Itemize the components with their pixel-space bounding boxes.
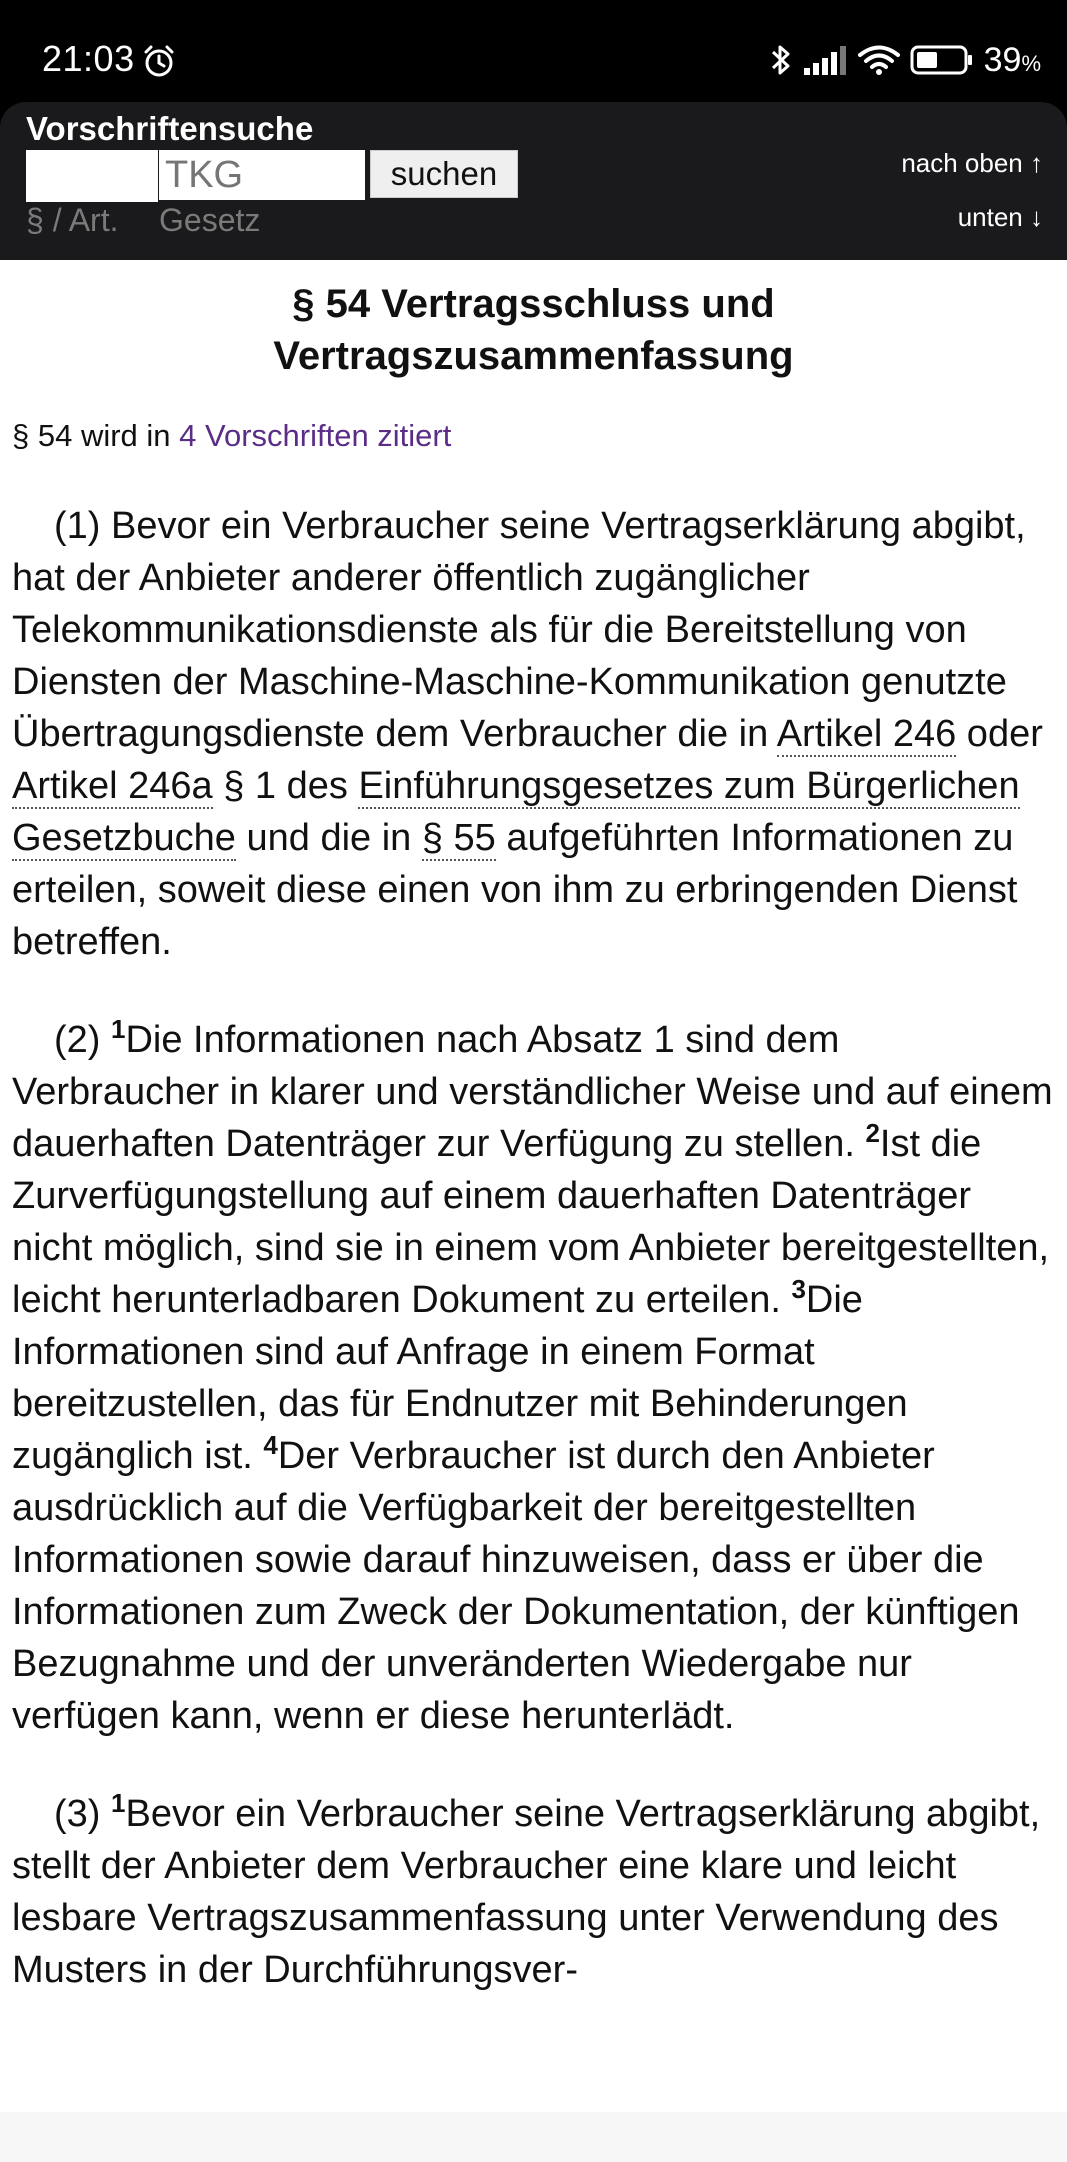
link-artikel-246[interactable]: Artikel 246: [776, 713, 957, 755]
navigation-bar-area: [0, 2112, 1067, 2162]
battery-percent: 39%: [983, 40, 1041, 79]
search-bar: [0, 102, 1067, 260]
wifi-icon: [858, 44, 900, 76]
clock: 21:03: [42, 38, 135, 79]
scroll-bottom-link[interactable]: unten ↓: [957, 202, 1043, 232]
paragraph-input[interactable]: [26, 150, 158, 202]
paragraph-2: (2) $^1$Die Informationen nach Absatz 1 sind dem Verbraucher in klarer und verständlicher Weise und auf einem dauerhaften Datenträger zur Verfügung zu stellen. $^2$Ist die Zurverfügungstellung auf einem dauerhaften Datenträger nicht möglich, sind sie in einem vom Anbieter bereitgestellten, leicht herunterladbaren Dokument zu erteilen. $^3$Die Informationen sind auf Anfrage in einem Format bereitzustellen, das für Endnutzer mit Behinderungen zugänglich ist. $^4$Der Verbraucher ist durch den Anbieter ausdrücklich auf die Verfügbarkeit der bereitgestellten Informationen sowie darauf hinzuweisen, dass er über die Informationen zum Zweck der Dokumentation, der künftigen Bezugnahme und der unveränderten Wiedergabe nur verfügen kann, wenn er diese herunterlädt.: [12, 1014, 1053, 1737]
alarm-icon: [142, 44, 176, 78]
search-button[interactable]: suchen: [370, 150, 518, 198]
paragraph-1: (1) Bevor ein Verbraucher seine Vertragserklärung abgibt, hat der Anbieter anderer öffentlich zugänglicher Telekommunikationsdienste als für die Bereitstellung von Diensten der Maschine-Maschine-Kommunikation genutzte Übertragungsdienste dem Verbraucher die in Artikel 246 oder Artikel 246a § 1 des Einführungsgesetzes zum Bürgerlichen Gesetzbuche und die in § 55 aufgeführten Informationen zu erteilen, soweit diese einen von ihm zu erbringenden Dienst betreffen.: [12, 505, 1043, 963]
link-artikel-246a[interactable]: Artikel 246a: [12, 765, 213, 807]
paragraph-label: § / Art.: [26, 202, 119, 238]
page-title: § 54 Vertragsschluss und Vertragszusammenfassung: [273, 282, 794, 378]
law-input[interactable]: [159, 150, 365, 200]
battery-icon: [910, 44, 974, 76]
citations-link[interactable]: 4 Vorschriften zitiert: [179, 418, 452, 453]
citation-info: § 54 wird in 4 Vorschriften zitiert: [12, 418, 452, 453]
link-egbgb[interactable]: Einführungsgesetzes zum Bürgerlichen Gesetzbuche: [12, 765, 1020, 859]
link-section-55[interactable]: § 55: [421, 817, 496, 859]
status-bar: [0, 0, 1067, 102]
bluetooth-icon: [770, 42, 792, 78]
scroll-top-link[interactable]: nach oben ↑: [901, 148, 1043, 178]
signal-icon: [802, 44, 848, 76]
article-content: [12, 260, 1055, 1996]
paragraph-3: (3) $^1$Bevor ein Verbraucher seine Vertragserklärung abgibt, stellt der Anbieter dem Verbraucher eine klare und leicht lesbare Vertragszusammenfassung unter Verwendung des Musters in der Durchführungsver-: [12, 1788, 1041, 1991]
law-label: Gesetz: [159, 202, 261, 238]
search-title: Vorschriftensuche: [26, 110, 314, 147]
